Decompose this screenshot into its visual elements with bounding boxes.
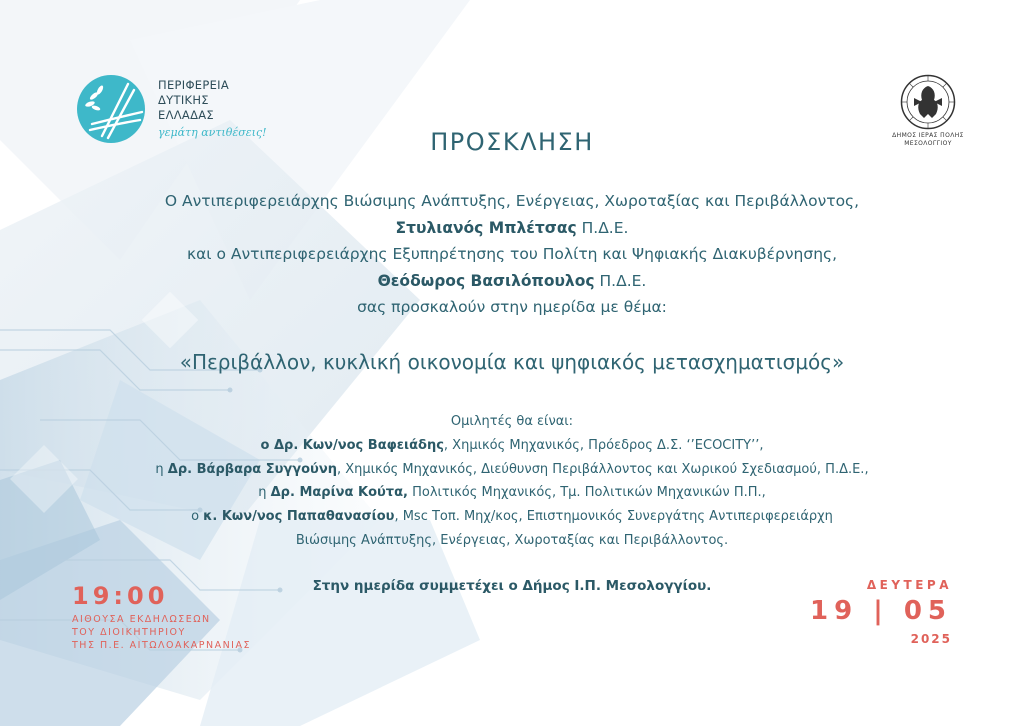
intro-line-5: σας προσκαλούν στην ημερίδα με θέμα: xyxy=(357,298,667,316)
seal-line-2: ΜΕΣΟΛΟΓΓΙΟΥ xyxy=(904,140,952,147)
speaker-item xyxy=(0,481,1024,505)
logo-line-1: ΠΕΡΙΦΕΡΕΙΑ xyxy=(158,78,230,92)
page-title: ΠΡΟΣΚΛΗΣΗ xyxy=(430,128,594,156)
seal-line-1: ΔΗΜΟΣ ΙΕΡΑΣ ΠΟΛΗΣ xyxy=(892,132,964,139)
host-name-2: Θεόδωρος Βασιλόπουλος xyxy=(377,271,595,290)
logo-line-3: ΕΛΛΑΔΑΣ xyxy=(158,108,214,122)
event-time: 19:00 xyxy=(72,582,169,610)
speaker-prefix: η xyxy=(155,461,168,477)
intro-line-2 xyxy=(0,215,1024,242)
speaker-continuation: Βιώσιμης Ανάπτυξης, Ενέργειας, Χωροταξίας και Περιβάλλοντος. xyxy=(295,532,729,548)
intro-line-4 xyxy=(0,268,1024,295)
participation-note: Στην ημερίδα συμμετέχει ο Δήμος Ι.Π. Μεσολογγίου. xyxy=(312,578,712,594)
speaker-name: Δρ. Βάρβαρα Συγγούνη xyxy=(167,461,337,477)
speaker-item xyxy=(0,505,1024,529)
event-date: 19 | 05 xyxy=(810,596,952,626)
host-title-1: Π.Δ.Ε. xyxy=(576,218,629,237)
intro-line-3: και ο Αντιπεριφερειάρχης Εξυπηρέτησης του Πολίτη και Ψηφιακής Διακυβέρνησης, xyxy=(186,245,838,263)
speaker-desc: Πολιτικός Μηχανικός, Τμ. Πολιτικών Μηχανικών Π.Π., xyxy=(407,485,766,501)
host-name-1: Στυλιανός Μπλέτσας xyxy=(395,218,577,237)
speaker-prefix: η xyxy=(258,485,271,501)
logo-slogan: γεμάτη αντιθέσεις! xyxy=(158,126,267,139)
speaker-desc: , Χημικός Μηχανικός, Πρόεδρος Δ.Σ. ‘’ECOCITY’’, xyxy=(443,437,764,453)
speaker-name: κ. Κων/νος Παπαθανασίου xyxy=(203,509,395,525)
speaker-item xyxy=(0,458,1024,482)
municipality-seal-icon xyxy=(900,74,956,130)
invitation-intro xyxy=(0,188,1024,321)
speakers-list xyxy=(0,410,1024,553)
event-topic: «Περιβάλλον, κυκλική οικονομία και ψηφιακός μετασχηματισμός» xyxy=(179,350,845,374)
speakers-heading: Ομιλητές θα είναι: xyxy=(450,414,574,429)
host-title-2: Π.Δ.Ε. xyxy=(594,271,647,290)
speaker-item xyxy=(0,434,1024,458)
venue-line-3: ΤΗΣ Π.Ε. ΑΙΤΩΛΟΑΚΑΡΝΑΝΙΑΣ xyxy=(72,640,251,651)
event-day: ΔΕΥΤΕΡΑ xyxy=(866,578,952,592)
venue-line-1: ΑΙΘΟΥΣΑ ΕΚΔΗΛΩΣΕΩΝ xyxy=(72,614,211,625)
logo-line-2: ΔΥΤΙΚΗΣ xyxy=(158,93,209,107)
event-year: 2025 xyxy=(910,632,952,646)
event-date-block xyxy=(800,578,952,646)
speaker-name: Δρ. Μαρίνα Κούτα, xyxy=(270,485,408,501)
event-venue xyxy=(72,613,251,652)
speaker-desc: , Χημικός Μηχανικός, Διεύθυνση Περιβάλλοντος και Χωρικού Σχεδιασμού, Π.Δ.Ε., xyxy=(336,461,869,477)
venue-line-2: ΤΟΥ ΔΙΟΙΚΗΤΗΡΙΟΥ xyxy=(72,627,186,638)
speaker-prefix: ο xyxy=(191,509,204,525)
speaker-name: ο Δρ. Κων/νος Βαφειάδης xyxy=(260,437,444,453)
intro-line-1: Ο Αντιπεριφερειάρχης Βιώσιμης Ανάπτυξης, Ενέργειας, Χωροταξίας και Περιβάλλοντος, xyxy=(164,192,860,210)
speaker-desc: , Msc Τοπ. Μηχ/κος, Επιστημονικός Συνεργάτης Αντιπεριφερειάρχη xyxy=(394,509,833,525)
